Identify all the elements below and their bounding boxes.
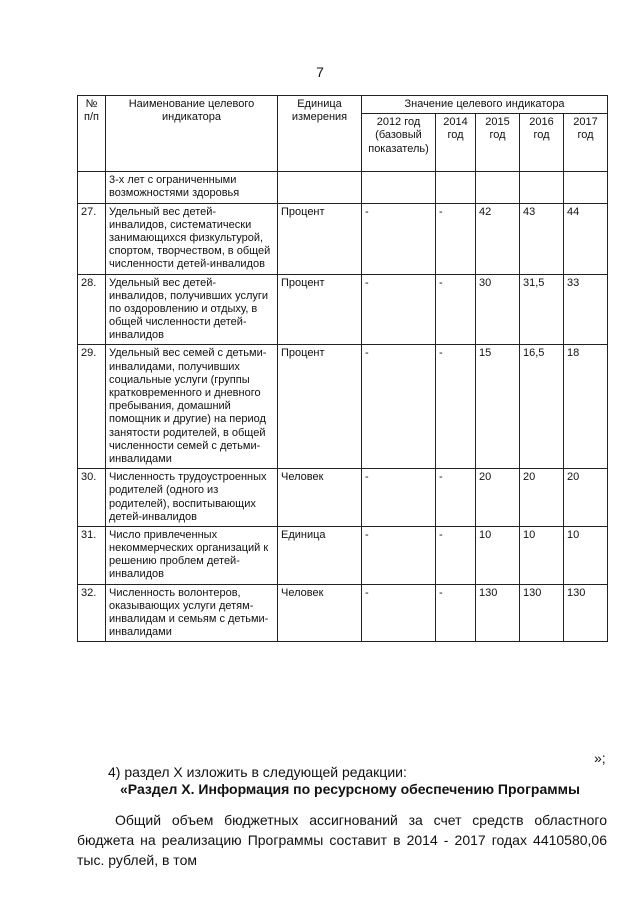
row-value-2014: - [436, 274, 476, 345]
table-row [78, 172, 608, 203]
row-value-2012 [362, 172, 436, 203]
row-value-2017: 44 [564, 203, 608, 274]
row-value-2016: 130 [520, 584, 564, 642]
row-value-2014: - [436, 526, 476, 584]
row-value-2015 [476, 172, 520, 203]
table-row [78, 345, 608, 469]
row-unit: Человек [278, 469, 362, 527]
row-unit: Человек [278, 584, 362, 642]
header-year-2017: 2017 год [564, 114, 608, 172]
amendment-item: 4) раздел X изложить в следующей редакции: [108, 764, 407, 780]
row-value-2015: 42 [476, 203, 520, 274]
row-value-2015: 15 [476, 345, 520, 469]
row-value-2015: 10 [476, 526, 520, 584]
row-value-2015: 20 [476, 469, 520, 527]
page-number: 7 [316, 64, 324, 80]
row-value-2016: 10 [520, 526, 564, 584]
closing-quote-mark: »; [594, 750, 606, 766]
row-num: 31. [78, 526, 106, 584]
row-value-2016: 20 [520, 469, 564, 527]
row-value-2014: - [436, 584, 476, 642]
row-value-2017: 20 [564, 469, 608, 527]
section-heading: «Раздел X. Информация по ресурсному обеспечению Программы [120, 781, 580, 797]
row-value-2014 [436, 172, 476, 203]
row-indicator-name: Удельный вес детей-инвалидов, получивших услуги по оздоровлению и отдыху, в общей численности детей-инвалидов [106, 274, 278, 345]
table-row [78, 203, 608, 274]
row-value-2012: - [362, 526, 436, 584]
row-unit: Процент [278, 345, 362, 469]
body-paragraph: Общий объем бюджетных ассигнований за счет средств областного бюджета на реализацию Программы составит в 2014 - 2017 годах 4410580,06 тыс. рублей, в том [77, 812, 607, 868]
row-value-2014: - [436, 345, 476, 469]
row-value-2012: - [362, 345, 436, 469]
header-num: № п/п [78, 96, 106, 172]
row-value-2015: 130 [476, 584, 520, 642]
indicators-table [77, 95, 608, 642]
row-indicator-name: Численность волонтеров, оказывающих услуги детям-инвалидам и семьям с детьми-инвалидами [106, 584, 278, 642]
header-name: Наименование целевого индикатора [106, 96, 278, 172]
header-value-group: Значение целевого индикатора [362, 96, 608, 114]
header-year-2014: 2014 год [436, 114, 476, 172]
row-value-2014: - [436, 469, 476, 527]
row-value-2017: 130 [564, 584, 608, 642]
row-indicator-name: 3-х лет с ограниченными возможностями здоровья [106, 172, 278, 203]
row-unit [278, 172, 362, 203]
row-indicator-name: Число привлеченных некоммерческих организаций к решению проблем детей-инвалидов [106, 526, 278, 584]
row-indicator-name: Удельный вес семей с детьми-инвалидами, получивших социальные услуги (группы кратковременного и дневного пребывания, домашний помощник и другие) на период занятости родителей, в общей численности семей с детьми-инвалидами [106, 345, 278, 469]
table-row [78, 584, 608, 642]
row-value-2016: 31,5 [520, 274, 564, 345]
row-value-2012: - [362, 203, 436, 274]
row-value-2012: - [362, 274, 436, 345]
row-num: 29. [78, 345, 106, 469]
row-value-2014: - [436, 203, 476, 274]
header-year-2016: 2016 год [520, 114, 564, 172]
row-value-2017: 10 [564, 526, 608, 584]
row-indicator-name: Численность трудоустроенных родителей (одного из родителей), воспитывающих детей-инвалидов [106, 469, 278, 527]
table-row [78, 274, 608, 345]
row-num: 30. [78, 469, 106, 527]
row-value-2017 [564, 172, 608, 203]
row-value-2016 [520, 172, 564, 203]
header-year-2015: 2015 год [476, 114, 520, 172]
header-unit: Единица измерения [278, 96, 362, 172]
row-num: 27. [78, 203, 106, 274]
table-row [78, 526, 608, 584]
row-value-2012: - [362, 584, 436, 642]
row-value-2015: 30 [476, 274, 520, 345]
row-num: 32. [78, 584, 106, 642]
row-unit: Процент [278, 274, 362, 345]
row-value-2016: 43 [520, 203, 564, 274]
table-row [78, 469, 608, 527]
row-unit: Процент [278, 203, 362, 274]
row-value-2017: 33 [564, 274, 608, 345]
header-year-2012: 2012 год (базовый показатель) [362, 114, 436, 172]
row-num [78, 172, 106, 203]
row-unit: Единица [278, 526, 362, 584]
row-value-2012: - [362, 469, 436, 527]
row-num: 28. [78, 274, 106, 345]
row-value-2016: 16,5 [520, 345, 564, 469]
row-indicator-name: Удельный вес детей-инвалидов, систематически занимающихся физкультурой, спортом, творчеством, в общей численности детей-инвалидов [106, 203, 278, 274]
row-value-2017: 18 [564, 345, 608, 469]
